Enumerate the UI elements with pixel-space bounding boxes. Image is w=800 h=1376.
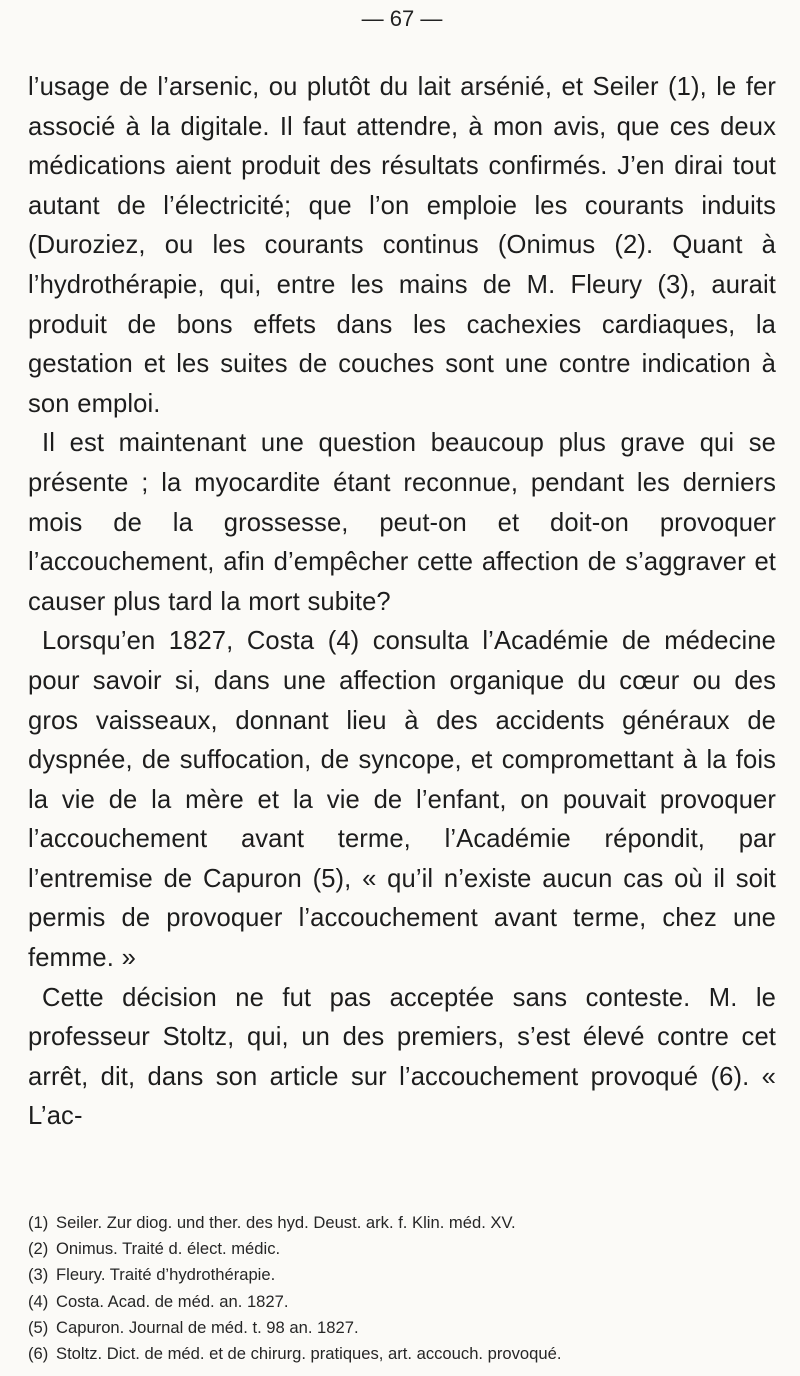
footnote-text: Costa. Acad. de méd. an. 1827. bbox=[56, 1291, 289, 1311]
footnote-number: (6) bbox=[28, 1344, 49, 1364]
footnote-text: Onimus. Traité d. élect. médic. bbox=[56, 1239, 281, 1259]
footnote-2 bbox=[28, 1236, 772, 1262]
footnote-text: Capuron. Journal de méd. t. 98 an. 1827. bbox=[56, 1317, 359, 1337]
footnote-4 bbox=[28, 1289, 772, 1315]
footnote-6 bbox=[28, 1341, 772, 1367]
main-text bbox=[28, 68, 776, 1137]
footnote-1 bbox=[28, 1210, 772, 1236]
paragraph-1: l’usage de l’arsenic, ou plutôt du lait arsénié, et Seiler (1), le fer associé à la digitale. Il faut attendre, à mon avis, que ces deux médications aient produit des résultats confirmés. J’en dirai tout autant de l’électricité; que l’on emploie les courants induits (Duroziez, ou les courants continus (Onimus (2). Quant à l’hydrothérapie, qui, entre les mains de M. Fleury (3), aurait produit de bons effets dans les cachexies cardiaques, la gestation et les suites de couches sont une contre indication à son emploi. bbox=[28, 73, 776, 418]
footnote-number: (3) bbox=[28, 1265, 49, 1285]
footnote-text: Seiler. Zur diog. und ther. des hyd. Deust. ark. f. Klin. méd. XV. bbox=[56, 1213, 516, 1232]
paragraph-3: Lorsqu’en 1827, Costa (4) consulta l’Académie de médecine pour savoir si, dans une affection organique du cœur ou des gros vaisseaux, donnant lieu à des accidents généraux de dyspnée, de suffocation, de syncope, et compromettant à la fois la vie de la mère et la vie de l’enfant, on pouvait provoquer l’accouchement avant terme, l’Académie répondit, par l’entremise de Capuron (5), « qu’il n’existe aucun cas où il soit permis de provoquer l’accouchement avant terme, chez une femme. » bbox=[28, 627, 776, 973]
paragraph-4: Cette décision ne fut pas acceptée sans conteste. M. le professeur Stoltz, qui, un des premiers, s’est élevé contre cet arrêt, dit, dans son article sur l’accouchement provoqué (6). « L’ac- bbox=[28, 983, 776, 1131]
footnotes bbox=[28, 1210, 772, 1367]
footnote-number: (2) bbox=[28, 1239, 49, 1259]
page-number: — 67 — bbox=[361, 6, 443, 31]
footnote-text: Stoltz. Dict. de méd. et de chirurg. pratiques, art. accouch. provoqué. bbox=[56, 1344, 562, 1364]
footnote-text: Fleury. Traité d’hydrothérapie. bbox=[56, 1265, 276, 1285]
footnote-3 bbox=[28, 1262, 772, 1288]
footnote-number: (4) bbox=[28, 1291, 49, 1311]
footnote-5 bbox=[28, 1315, 772, 1341]
paragraph-2: Il est maintenant une question beaucoup plus grave qui se présente ; la myocardite étant reconnue, pendant les derniers mois de la grossesse, peut-on et doit-on provoquer l’accouchement, afin d’empêcher cette affection de s’aggraver et causer plus tard la mort subite? bbox=[28, 429, 776, 616]
footnote-number: (5) bbox=[28, 1317, 49, 1337]
footnote-number: (1) bbox=[28, 1213, 49, 1232]
